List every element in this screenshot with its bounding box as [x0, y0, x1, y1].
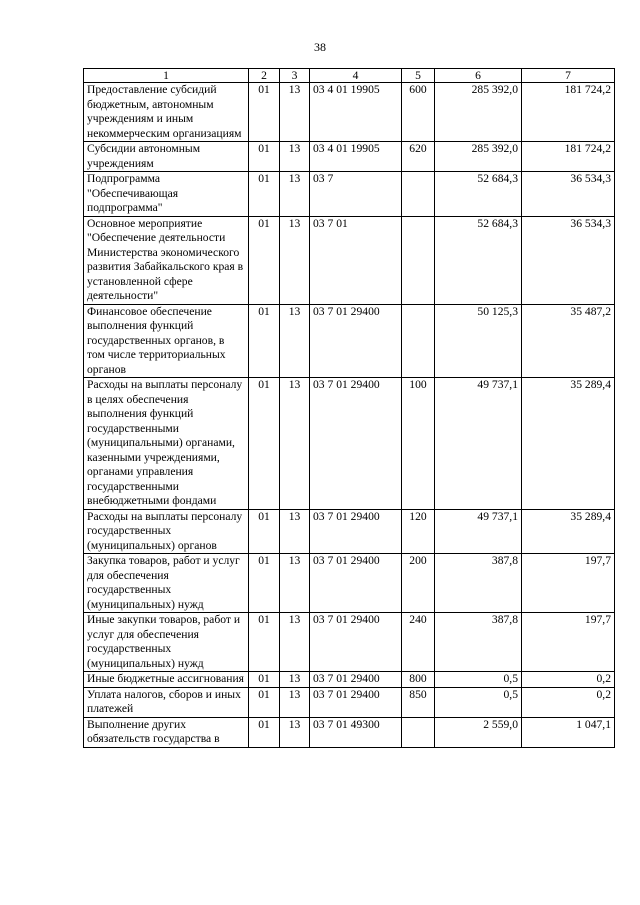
- row-subsection: 13: [280, 142, 310, 172]
- row-amount-col6: 49 737,1: [435, 509, 522, 554]
- row-name: Уплата налогов, сборов и иных платежей: [84, 687, 249, 717]
- row-subsection: 13: [280, 304, 310, 378]
- table-row: [84, 554, 615, 613]
- row-section: 01: [249, 687, 280, 717]
- row-subsection: 13: [280, 613, 310, 672]
- row-name: Закупка товаров, работ и услуг для обеспечения государственных (муниципальных) нужд: [84, 554, 249, 613]
- row-subsection: 13: [280, 509, 310, 554]
- row-target-article: 03 7 01 29400: [310, 304, 402, 378]
- column-header-7: 7: [522, 69, 615, 83]
- row-amount-col6: 387,8: [435, 613, 522, 672]
- row-subsection: 13: [280, 216, 310, 304]
- row-amount-col7: 36 534,3: [522, 216, 615, 304]
- row-amount-col7: 35 289,4: [522, 509, 615, 554]
- row-expense-type: [402, 216, 435, 304]
- row-amount-col7: 36 534,3: [522, 172, 615, 217]
- row-name: Финансовое обеспечение выполнения функций государственных органов, в том числе территориальных органов: [84, 304, 249, 378]
- row-amount-col6: 50 125,3: [435, 304, 522, 378]
- row-target-article: 03 7 01 29400: [310, 509, 402, 554]
- row-expense-type: 100: [402, 378, 435, 510]
- row-section: 01: [249, 554, 280, 613]
- row-expense-type: 200: [402, 554, 435, 613]
- row-subsection: 13: [280, 172, 310, 217]
- page-number: 38: [314, 40, 326, 54]
- row-expense-type: 850: [402, 687, 435, 717]
- row-target-article: 03 7 01 49300: [310, 717, 402, 747]
- table-row: [84, 142, 615, 172]
- row-subsection: 13: [280, 554, 310, 613]
- row-target-article: 03 7 01 29400: [310, 687, 402, 717]
- row-amount-col7: 1 047,1: [522, 717, 615, 747]
- row-amount-col7: 197,7: [522, 613, 615, 672]
- row-name: Расходы на выплаты персоналу государственных (муниципальных) органов: [84, 509, 249, 554]
- row-target-article: 03 7 01 29400: [310, 672, 402, 688]
- row-section: 01: [249, 142, 280, 172]
- row-name: Субсидии автономным учреждениям: [84, 142, 249, 172]
- row-amount-col7: 35 289,4: [522, 378, 615, 510]
- row-expense-type: [402, 717, 435, 747]
- table-header-row: [84, 69, 615, 83]
- row-expense-type: 240: [402, 613, 435, 672]
- row-target-article: 03 4 01 19905: [310, 142, 402, 172]
- row-amount-col7: 181 724,2: [522, 83, 615, 142]
- row-section: 01: [249, 172, 280, 217]
- table-row: [84, 172, 615, 217]
- column-header-4: 4: [310, 69, 402, 83]
- row-expense-type: 120: [402, 509, 435, 554]
- row-amount-col6: 52 684,3: [435, 172, 522, 217]
- row-section: 01: [249, 304, 280, 378]
- row-target-article: 03 7 01 29400: [310, 378, 402, 510]
- row-amount-col6: 285 392,0: [435, 142, 522, 172]
- budget-table: [83, 68, 615, 748]
- row-amount-col7: 197,7: [522, 554, 615, 613]
- row-target-article: 03 7 01: [310, 216, 402, 304]
- row-expense-type: 620: [402, 142, 435, 172]
- column-header-1: 1: [84, 69, 249, 83]
- row-subsection: 13: [280, 717, 310, 747]
- table-row: [84, 687, 615, 717]
- row-amount-col6: 0,5: [435, 687, 522, 717]
- row-amount-col6: 2 559,0: [435, 717, 522, 747]
- row-name: Выполнение других обязательств государства в: [84, 717, 249, 747]
- row-amount-col7: 0,2: [522, 672, 615, 688]
- row-amount-col6: 49 737,1: [435, 378, 522, 510]
- row-section: 01: [249, 509, 280, 554]
- row-name: Иные бюджетные ассигнования: [84, 672, 249, 688]
- row-amount-col6: 0,5: [435, 672, 522, 688]
- row-name: Расходы на выплаты персоналу в целях обеспечения выполнения функций государственными (муниципальными) органами, казенными учреждениями, органами управления государственными внебюджетными фондами: [84, 378, 249, 510]
- table-row: [84, 83, 615, 142]
- row-expense-type: [402, 304, 435, 378]
- row-target-article: 03 7 01 29400: [310, 613, 402, 672]
- row-section: 01: [249, 83, 280, 142]
- table-row: [84, 378, 615, 510]
- table-row: [84, 717, 615, 747]
- row-subsection: 13: [280, 687, 310, 717]
- row-section: 01: [249, 378, 280, 510]
- table-row: [84, 216, 615, 304]
- row-target-article: 03 7 01 29400: [310, 554, 402, 613]
- table-row: [84, 304, 615, 378]
- table-row: [84, 509, 615, 554]
- row-amount-col7: 35 487,2: [522, 304, 615, 378]
- row-section: 01: [249, 672, 280, 688]
- row-expense-type: [402, 172, 435, 217]
- row-expense-type: 800: [402, 672, 435, 688]
- row-section: 01: [249, 216, 280, 304]
- row-target-article: 03 4 01 19905: [310, 83, 402, 142]
- row-amount-col7: 0,2: [522, 687, 615, 717]
- row-section: 01: [249, 717, 280, 747]
- row-name: Подпрограмма "Обеспечивающая подпрограмма": [84, 172, 249, 217]
- row-expense-type: 600: [402, 83, 435, 142]
- row-amount-col6: 52 684,3: [435, 216, 522, 304]
- row-target-article: 03 7: [310, 172, 402, 217]
- row-subsection: 13: [280, 672, 310, 688]
- row-subsection: 13: [280, 83, 310, 142]
- row-subsection: 13: [280, 378, 310, 510]
- table-row: [84, 672, 615, 688]
- column-header-6: 6: [435, 69, 522, 83]
- row-name: Предоставление субсидий бюджетным, автономным учреждениям и иным некоммерческим организациям: [84, 83, 249, 142]
- row-name: Основное мероприятие "Обеспечение деятельности Министерства экономического развития Забайкальского края в установленной сфере деятельности": [84, 216, 249, 304]
- row-amount-col6: 387,8: [435, 554, 522, 613]
- row-amount-col6: 285 392,0: [435, 83, 522, 142]
- column-header-5: 5: [402, 69, 435, 83]
- column-header-3: 3: [280, 69, 310, 83]
- row-name: Иные закупки товаров, работ и услуг для обеспечения государственных (муниципальных) нужд: [84, 613, 249, 672]
- column-header-2: 2: [249, 69, 280, 83]
- row-amount-col7: 181 724,2: [522, 142, 615, 172]
- table-row: [84, 613, 615, 672]
- row-section: 01: [249, 613, 280, 672]
